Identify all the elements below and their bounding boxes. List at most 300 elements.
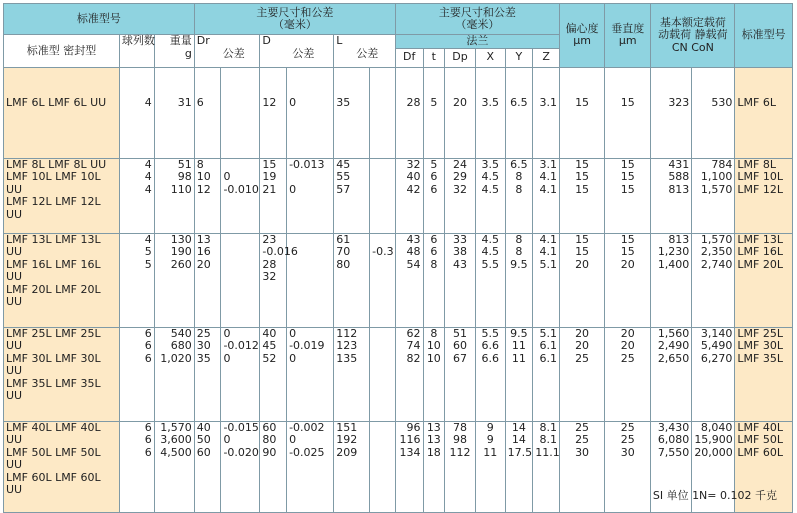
- cell-line: 6,080: [657, 433, 690, 446]
- cell-line: [289, 259, 331, 272]
- cell-line: 9.5: [510, 326, 528, 340]
- cell-Df: [395, 158, 423, 233]
- cell-C0: [692, 158, 735, 233]
- cell-C0: [692, 67, 735, 158]
- cell-line: 112: [449, 445, 471, 459]
- cell-line: 15: [575, 95, 590, 109]
- cell-line: 42: [406, 182, 421, 196]
- cell-line: 10: [426, 351, 441, 365]
- cell-line: UU: [6, 270, 23, 283]
- cell-Z: [533, 233, 560, 327]
- cell-line: [508, 84, 531, 97]
- cell-line: LMF 12L: [737, 182, 783, 196]
- cell-line: [372, 434, 393, 447]
- cell-line: 17.5: [507, 445, 533, 459]
- cell-L-tol: [370, 158, 396, 233]
- cell-line: [157, 84, 192, 97]
- cell-line: LMF 10L: [737, 170, 783, 183]
- cell-Df: [395, 67, 423, 158]
- cell-line: UU: [6, 458, 23, 471]
- cell-line: 5: [144, 257, 152, 271]
- cell-balls: [119, 233, 154, 327]
- cell-line: [447, 72, 473, 85]
- header-balls: 球列数: [119, 35, 154, 68]
- cell-line: [289, 171, 331, 184]
- cell-t: [423, 327, 445, 421]
- cell-line: [653, 84, 689, 97]
- cell-line: 4: [144, 232, 152, 246]
- cell-line: [372, 72, 393, 85]
- cell-line: 15: [262, 157, 277, 171]
- cell-line: 6.1: [539, 351, 557, 365]
- cell-line: 78: [452, 420, 467, 434]
- header-main-dims-2: 主要尺寸和公差 （毫米）: [395, 4, 559, 35]
- cell-Dr-tol: [221, 421, 260, 512]
- cell-Z: [533, 67, 560, 158]
- cell-line: 8: [430, 257, 438, 271]
- cell-line: 8: [196, 157, 204, 171]
- cell-line: 6,270: [700, 351, 733, 365]
- cell-balls: [119, 158, 154, 233]
- cell-line: -0.3: [372, 245, 394, 258]
- cell-line: -0.019: [289, 339, 325, 352]
- cell-line: [223, 84, 257, 97]
- cell-Y: [505, 233, 533, 327]
- cell-line: 813: [668, 232, 690, 246]
- cell-line: UU: [6, 295, 23, 308]
- header-Y: Y: [505, 48, 533, 67]
- cell-line: [372, 353, 393, 366]
- cell-line: 530: [711, 95, 733, 109]
- cell-right: [735, 327, 793, 421]
- cell-line: LMF 25L LMF 25L: [6, 326, 101, 340]
- cell-line: [447, 84, 473, 97]
- cell-line: 112: [336, 326, 358, 340]
- cell-line: LMF 12L LMF 12L: [6, 195, 101, 208]
- cell-line: UU: [6, 389, 23, 402]
- cell-line: 21: [262, 182, 277, 196]
- cell-line: [426, 84, 443, 97]
- cell-line: 28: [406, 95, 421, 109]
- cell-line: 680: [170, 339, 192, 352]
- cell-line: UU: [6, 207, 23, 221]
- cell-line: [372, 171, 393, 184]
- cell-line: 98: [452, 433, 467, 446]
- cell-L: [334, 327, 370, 421]
- cell-line: 62: [406, 326, 421, 340]
- cell-line: [607, 72, 648, 85]
- cell-D-tol: [287, 327, 334, 421]
- cell-line: 0: [289, 95, 297, 109]
- cell-X: [475, 67, 505, 158]
- cell-line: 260: [170, 257, 192, 271]
- cell-line: 1,570: [700, 232, 733, 246]
- cell-line: 32: [452, 182, 467, 196]
- cell-L-tol: [370, 327, 396, 421]
- cell-line: 116: [399, 433, 421, 446]
- cell-line: 52: [262, 351, 277, 365]
- cell-line: LMF 6L LMF 6L UU: [6, 95, 107, 109]
- cell-weight: [154, 327, 194, 421]
- header-eccentricity: 偏心度 μm: [560, 4, 605, 68]
- table-row: [4, 67, 793, 158]
- cell-line: 60: [196, 445, 211, 459]
- cell-line: 48: [406, 245, 421, 258]
- cell-line: 110: [170, 182, 192, 196]
- cell-Z: [533, 421, 560, 512]
- cell-line: 10: [196, 170, 211, 183]
- cell-line: 61: [336, 232, 351, 246]
- cell-line: 20: [452, 95, 467, 109]
- cell-line: [336, 72, 367, 85]
- cell-line: 3.1: [539, 95, 557, 109]
- cell-line: LMF 60L: [737, 445, 783, 459]
- cell-line: 5: [430, 95, 438, 109]
- cell-line: 192: [336, 433, 358, 446]
- cell-line: 25: [620, 420, 635, 434]
- cell-line: 15: [620, 232, 635, 246]
- cell-line: 3.5: [481, 157, 499, 171]
- cell-line: -0.002: [289, 420, 325, 434]
- header-perpendicularity: 垂直度 μm: [605, 4, 651, 68]
- cell-line: 11: [483, 445, 498, 459]
- cell-line: 90: [262, 445, 277, 459]
- cell-line: [737, 84, 790, 97]
- cell-line: 6: [430, 232, 438, 246]
- cell-line: 14: [511, 433, 526, 446]
- cell-D: [260, 327, 287, 421]
- cell-L: [334, 67, 370, 158]
- cell-Z: [533, 327, 560, 421]
- cell-line: LMF 6L: [737, 95, 776, 109]
- cell-line: 15: [620, 182, 635, 196]
- cell-line: 15: [620, 245, 635, 258]
- cell-line: 135: [336, 351, 358, 365]
- cell-line: 0: [223, 351, 231, 365]
- cell-Dr-tol: [221, 67, 260, 158]
- cell-line: LMF 13L: [737, 232, 783, 246]
- cell-line: 8.1: [539, 420, 557, 434]
- cell-line: 3,600: [160, 433, 192, 446]
- cell-line: 54: [406, 257, 421, 271]
- cell-line: 431: [668, 157, 690, 171]
- cell-line: LMF 8L: [737, 157, 776, 171]
- cell-line: [262, 84, 284, 97]
- cell-line: [426, 72, 443, 85]
- header-weight: 重量 g: [154, 35, 194, 68]
- cell-line: 23: [262, 232, 277, 246]
- cell-balls: [119, 421, 154, 512]
- cell-line: 13: [426, 420, 441, 434]
- cell-perp: [605, 67, 651, 158]
- cell-line: 0: [289, 351, 297, 365]
- header-X: X: [475, 48, 505, 67]
- cell-ecc: [560, 67, 605, 158]
- cell-Dp: [445, 158, 476, 233]
- cell-Dr-tol: [221, 158, 260, 233]
- cell-line: 57: [336, 182, 351, 196]
- cell-Dp: [445, 67, 476, 158]
- table-row: [4, 233, 793, 327]
- cell-line: [372, 447, 393, 460]
- cell-line: 40: [196, 420, 211, 434]
- cell-line: 15: [620, 170, 635, 183]
- cell-Dr-tol: [221, 327, 260, 421]
- cell-line: 4.5: [481, 170, 499, 183]
- cell-line: [737, 72, 790, 85]
- cell-line: 2,490: [657, 339, 690, 352]
- cell-line: LMF 30L LMF 30L: [6, 351, 101, 365]
- cell-perp: [605, 421, 651, 512]
- cell-line: 4: [144, 157, 152, 171]
- cell-line: [122, 84, 152, 97]
- spec-table: [3, 3, 793, 513]
- cell-L-tol: [370, 67, 396, 158]
- cell-D: [260, 421, 287, 512]
- header-Df: Df: [395, 48, 423, 67]
- cell-line: 0: [289, 182, 297, 196]
- cell-line: 30: [620, 445, 635, 459]
- cell-t: [423, 67, 445, 158]
- cell-line: -0.020: [223, 445, 259, 459]
- cell-line: 20: [575, 326, 590, 340]
- cell-line: [223, 72, 257, 85]
- cell-Y: [505, 421, 533, 512]
- cell-line: LMF 25L: [737, 326, 783, 340]
- cell-line: 8: [430, 326, 438, 340]
- cell-Dr: [194, 67, 221, 158]
- cell-line: [562, 84, 602, 97]
- cell-line: 16: [196, 245, 211, 258]
- cell-C: [651, 327, 692, 421]
- cell-line: 1,100: [700, 170, 733, 183]
- cell-line: 4,500: [160, 445, 192, 459]
- cell-line: 190: [170, 245, 192, 258]
- cell-perp: [605, 327, 651, 421]
- cell-models: [4, 67, 120, 158]
- cell-line: LMF 35L: [737, 351, 783, 365]
- cell-line: 32: [262, 270, 277, 283]
- cell-line: UU: [6, 364, 23, 377]
- cell-line: 6: [196, 95, 204, 109]
- cell-D-tol: [287, 421, 334, 512]
- cell-line: 6: [430, 170, 438, 183]
- cell-line: 20,000: [694, 445, 733, 459]
- cell-line: 4: [144, 170, 152, 183]
- cell-C0: [692, 327, 735, 421]
- cell-line: 2,740: [700, 257, 733, 271]
- cell-line: 3,140: [700, 326, 733, 340]
- cell-D: [260, 232, 298, 327]
- cell-X: [475, 233, 505, 327]
- cell-perp: [605, 233, 651, 327]
- cell-models: [4, 158, 120, 233]
- cell-line: LMF 40L LMF 40L: [6, 420, 101, 434]
- cell-line: [372, 259, 393, 272]
- cell-line: 15,900: [694, 433, 733, 446]
- cell-line: LMF 50L: [737, 433, 783, 446]
- cell-line: 74: [406, 339, 421, 352]
- cell-C: [651, 233, 692, 327]
- cell-line: 33: [452, 232, 467, 246]
- cell-line: 25: [620, 351, 635, 365]
- cell-line: 6.5: [510, 157, 528, 171]
- cell-line: [478, 72, 503, 85]
- cell-line: 15: [620, 157, 635, 171]
- cell-Df: [395, 233, 423, 327]
- cell-line: LMF 40L: [737, 420, 783, 434]
- cell-line: [694, 84, 732, 97]
- cell-line: 8.1: [539, 433, 557, 446]
- cell-line: 3.1: [539, 157, 557, 171]
- cell-line: [372, 184, 393, 197]
- cell-line: 15: [575, 182, 590, 196]
- cell-D-tol: [287, 158, 334, 233]
- cell-line: [653, 72, 689, 85]
- cell-line: 0: [223, 170, 231, 183]
- cell-X: [475, 421, 505, 512]
- cell-t: [423, 233, 445, 327]
- cell-line: 80: [262, 433, 277, 446]
- cell-line: 5: [144, 245, 152, 258]
- cell-D: [260, 158, 287, 233]
- cell-line: 6: [144, 445, 152, 459]
- cell-balls: [119, 67, 154, 158]
- cell-line: 28: [262, 257, 277, 271]
- cell-Y: [505, 158, 533, 233]
- cell-line: 43: [452, 257, 467, 271]
- header-t: t: [423, 48, 445, 67]
- cell-line: 1,400: [657, 257, 690, 271]
- cell-line: 5.5: [481, 326, 499, 340]
- cell-line: 2,350: [700, 245, 733, 258]
- cell-line: 20: [575, 339, 590, 352]
- cell-models: [4, 233, 120, 327]
- cell-X: [475, 327, 505, 421]
- cell-line: 4: [144, 95, 152, 109]
- cell-line: [223, 234, 257, 247]
- cell-line: 813: [668, 182, 690, 196]
- cell-line: -0.012: [223, 339, 259, 352]
- cell-line: 38: [452, 245, 467, 258]
- cell-line: 25: [575, 433, 590, 446]
- cell-line: 11: [511, 351, 526, 365]
- cell-balls: [119, 327, 154, 421]
- cell-line: 4.5: [481, 245, 499, 258]
- cell-line: 4.1: [539, 182, 557, 196]
- cell-line: 6: [430, 245, 438, 258]
- cell-line: LMF 60L LMF 60L: [6, 470, 101, 484]
- cell-line: [372, 97, 393, 110]
- cell-line: LMF 8L LMF 8L UU: [6, 157, 107, 171]
- cell-line: 11.1: [535, 445, 560, 459]
- cell-line: -0.025: [289, 445, 325, 459]
- cell-line: LMF 16L: [737, 245, 783, 258]
- cell-line: [197, 72, 219, 85]
- cell-line: 6: [430, 182, 438, 196]
- cell-line: 1,570: [160, 420, 192, 434]
- cell-ecc: [560, 158, 605, 233]
- cell-line: 123: [336, 339, 358, 352]
- cell-line: 4.5: [481, 232, 499, 246]
- cell-line: 151: [336, 420, 358, 434]
- cell-line: 55: [336, 170, 351, 183]
- cell-line: 25: [575, 351, 590, 365]
- cell-line: 1,020: [160, 351, 192, 365]
- cell-line: 6: [144, 433, 152, 446]
- cell-Df: [395, 421, 423, 512]
- cell-line: -0.013: [289, 157, 325, 171]
- cell-line: 40: [262, 326, 277, 340]
- cell-line: 15: [575, 157, 590, 171]
- cell-line: 11: [511, 339, 526, 352]
- cell-line: 6.1: [539, 339, 557, 352]
- cell-line: 24: [452, 157, 467, 171]
- cell-line: 209: [336, 445, 358, 459]
- cell-line: 50: [196, 433, 211, 446]
- cell-line: [607, 84, 648, 97]
- cell-line: LMF 13L LMF 13L: [6, 232, 101, 246]
- cell-line: [535, 84, 557, 97]
- cell-line: 0: [289, 326, 297, 340]
- cell-Z: [533, 158, 560, 233]
- cell-line: 18: [426, 445, 441, 459]
- cell-line: 98: [177, 170, 192, 183]
- cell-line: UU: [6, 433, 23, 446]
- cell-line: [562, 72, 602, 85]
- cell-line: 96: [406, 420, 421, 434]
- cell-line: 10: [426, 339, 441, 352]
- cell-line: LMF 50L LMF 50L: [6, 445, 101, 459]
- table-body: [4, 67, 793, 512]
- cell-line: 134: [399, 445, 421, 459]
- cell-line: 3.5: [481, 95, 499, 109]
- cell-line: LMF 16L LMF 16L: [6, 257, 101, 271]
- cell-line: 19: [262, 170, 277, 183]
- cell-line: 20: [620, 339, 635, 352]
- cell-line: 9.5: [510, 257, 528, 271]
- table-row: [4, 158, 793, 233]
- cell-line: 51: [177, 157, 192, 171]
- cell-line: [508, 72, 531, 85]
- cell-line: 40: [406, 170, 421, 183]
- cell-models: [4, 421, 120, 512]
- cell-L: [334, 421, 370, 512]
- cell-line: [372, 159, 393, 172]
- header-L: L 公差: [334, 35, 396, 68]
- cell-line: [289, 84, 331, 97]
- cell-line: 30: [196, 339, 211, 352]
- cell-line: [372, 340, 393, 353]
- cell-line: 67: [452, 351, 467, 365]
- cell-line: 1,570: [700, 182, 733, 196]
- cell-L: [334, 158, 370, 233]
- cell-line: -0.015: [223, 420, 259, 434]
- cell-line: 5.1: [539, 257, 557, 271]
- header-model-right: 标准型号: [735, 4, 793, 68]
- cell-line: 9: [486, 433, 494, 446]
- cell-L-tol: [370, 233, 396, 327]
- cell-line: [372, 84, 393, 97]
- cell-line: 15: [575, 245, 590, 258]
- cell-line: 20: [620, 326, 635, 340]
- cell-perp: [605, 158, 651, 233]
- cell-Dr: [194, 421, 221, 512]
- cell-line: 6: [144, 326, 152, 340]
- cell-line: 80: [336, 257, 351, 271]
- cell-line: LMF 20L LMF 20L: [6, 282, 101, 296]
- cell-line: 3,430: [657, 420, 690, 434]
